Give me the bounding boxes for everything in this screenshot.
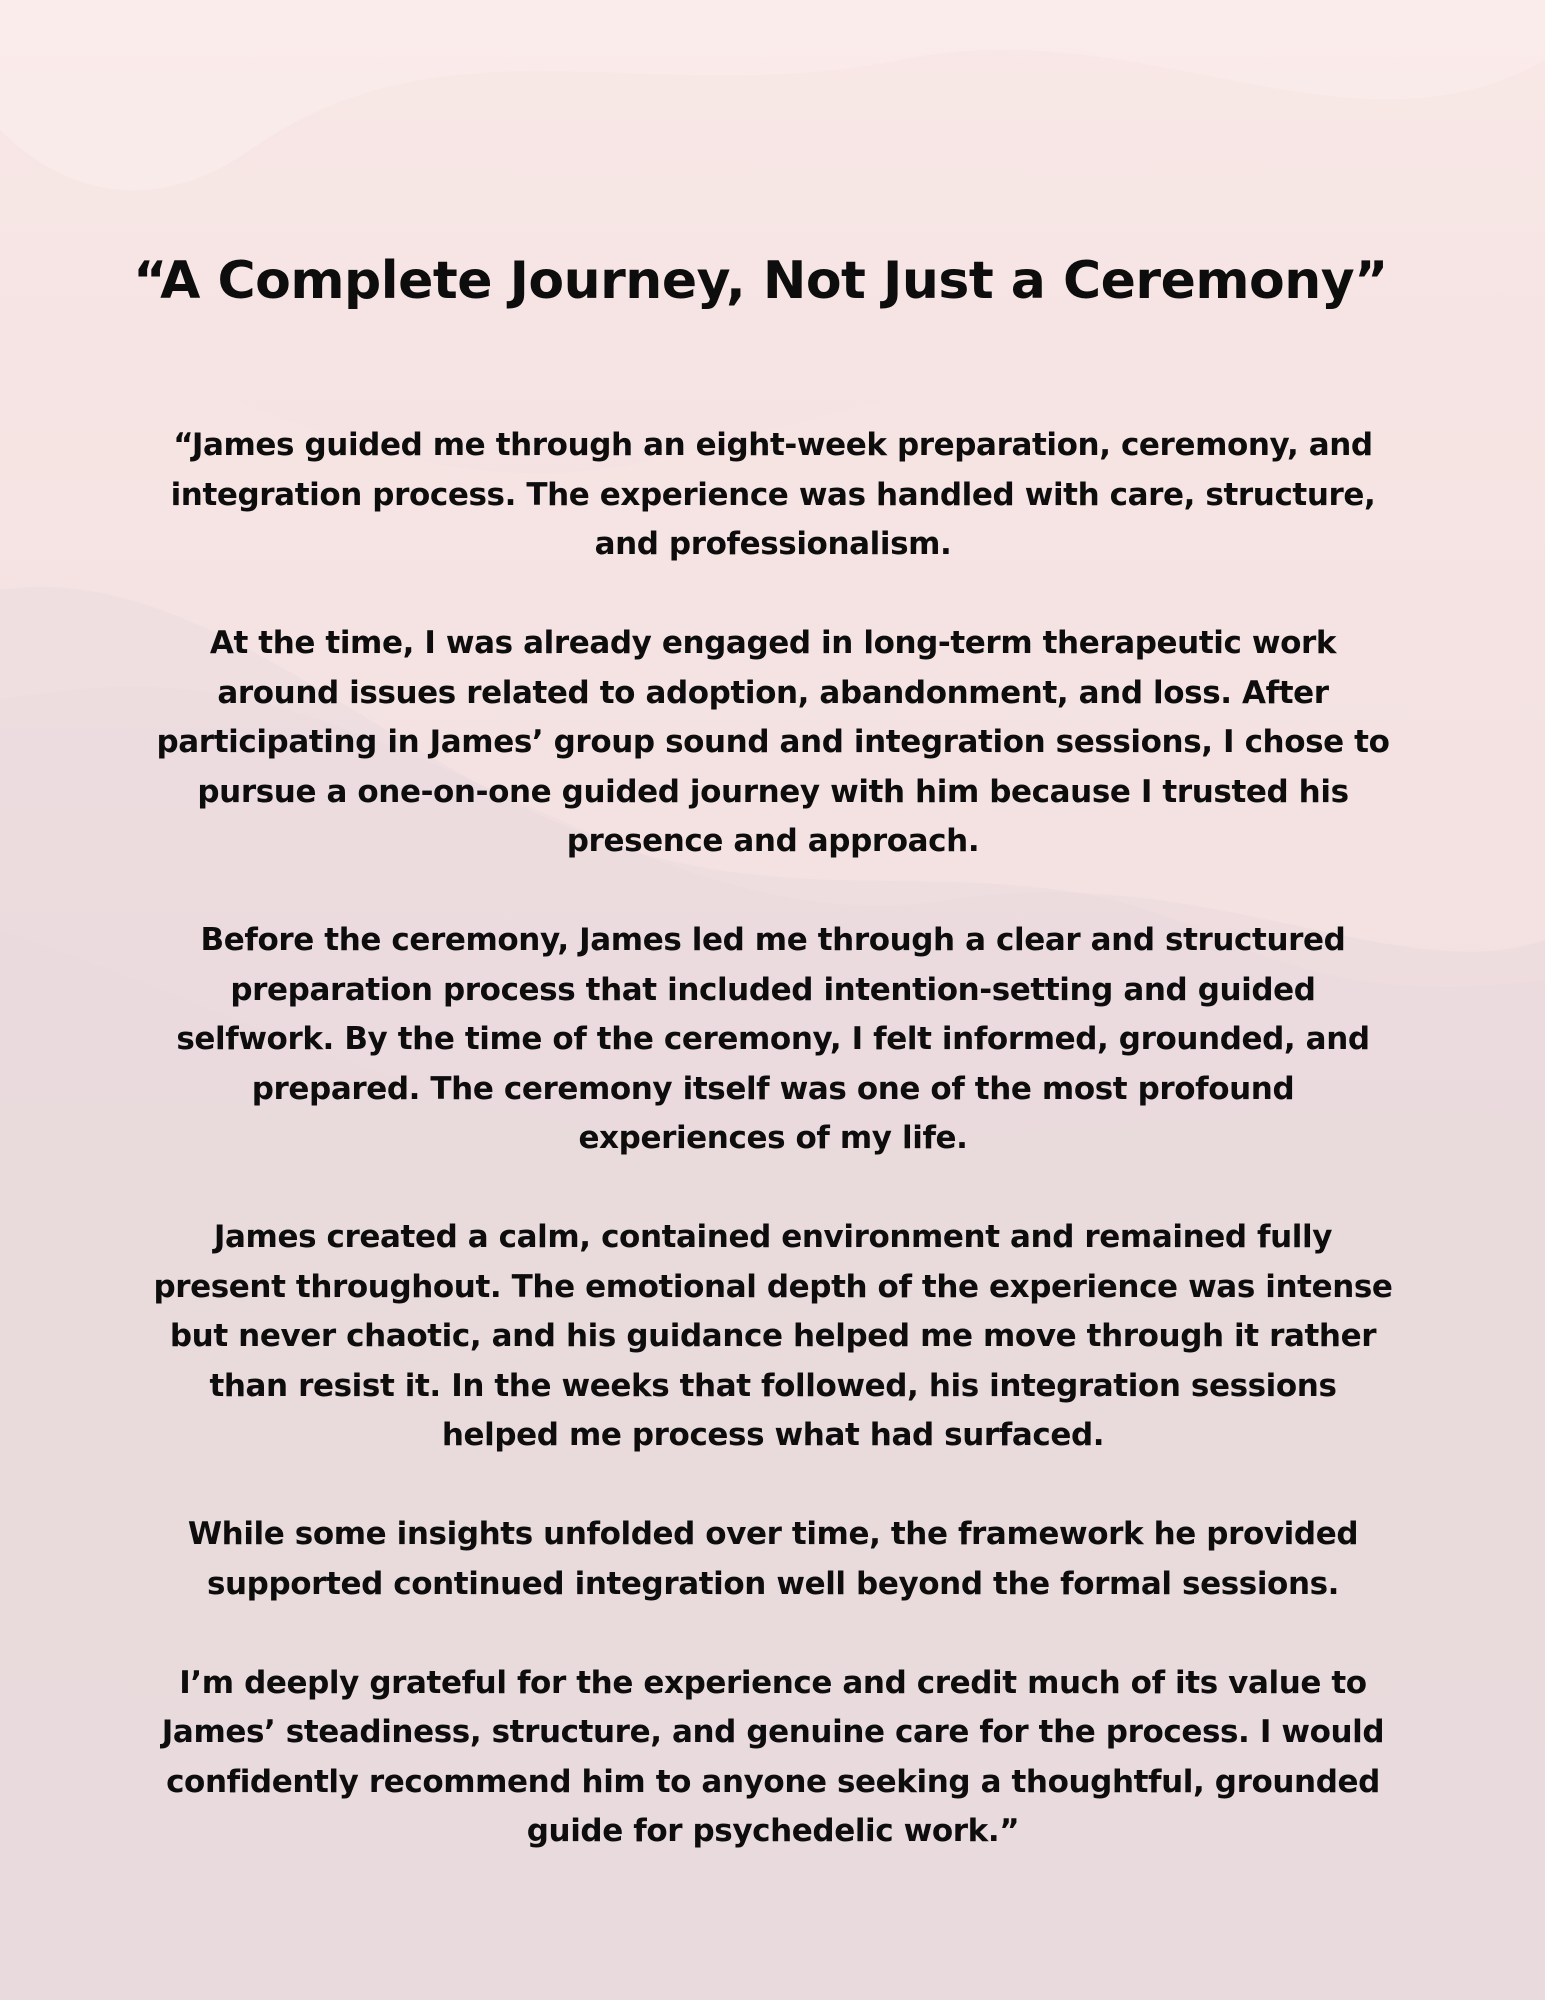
testimonial-paragraph: I’m deeply grateful for the experience and credit much of its value to James’ steadiness, structure, and genuine care for the process. I would confidently recommend him to anyone seeking a thoughtful, grounded guide for psychedelic work.” (161, 1664, 1385, 1849)
testimonial-paragraph: Before the ceremony, James led me through a clear and structured preparation process that included intention-setting and guided selfwork. By the time of the ceremony, I felt informed, grounded, and prepared. The ceremony itself was one of the most profound experiences of my life. (176, 922, 1370, 1156)
testimonial-paragraph: While some insights unfolded over time, the framework he provided supported continued integration well beyond the formal sessions. (187, 1516, 1359, 1602)
testimonial-title: “A Complete Journey, Not Just a Ceremony” (133, 251, 1388, 311)
testimonial-body (148, 421, 1398, 1857)
testimonial-paragraph: “James guided me through an eight-week preparation, ceremony, and integration process. The experience was handled with care, structure, and professionalism. (170, 427, 1376, 562)
testimonial-paragraph: James created a calm, contained environment and remained fully present throughout. The emotional depth of the experience was intense but never chaotic, and his guidance helped me move through it rather than resist it. In the weeks that followed, his integration sessions helped me process what had surfaced. (153, 1219, 1393, 1453)
testimonial-paragraph: At the time, I was already engaged in long-term therapeutic work around issues related to adoption, abandonment, and loss. After participating in James’ group sound and integration sessions, I chose to pursue a one-on-one guided journey with him because I trusted his presence and approach. (156, 625, 1390, 859)
